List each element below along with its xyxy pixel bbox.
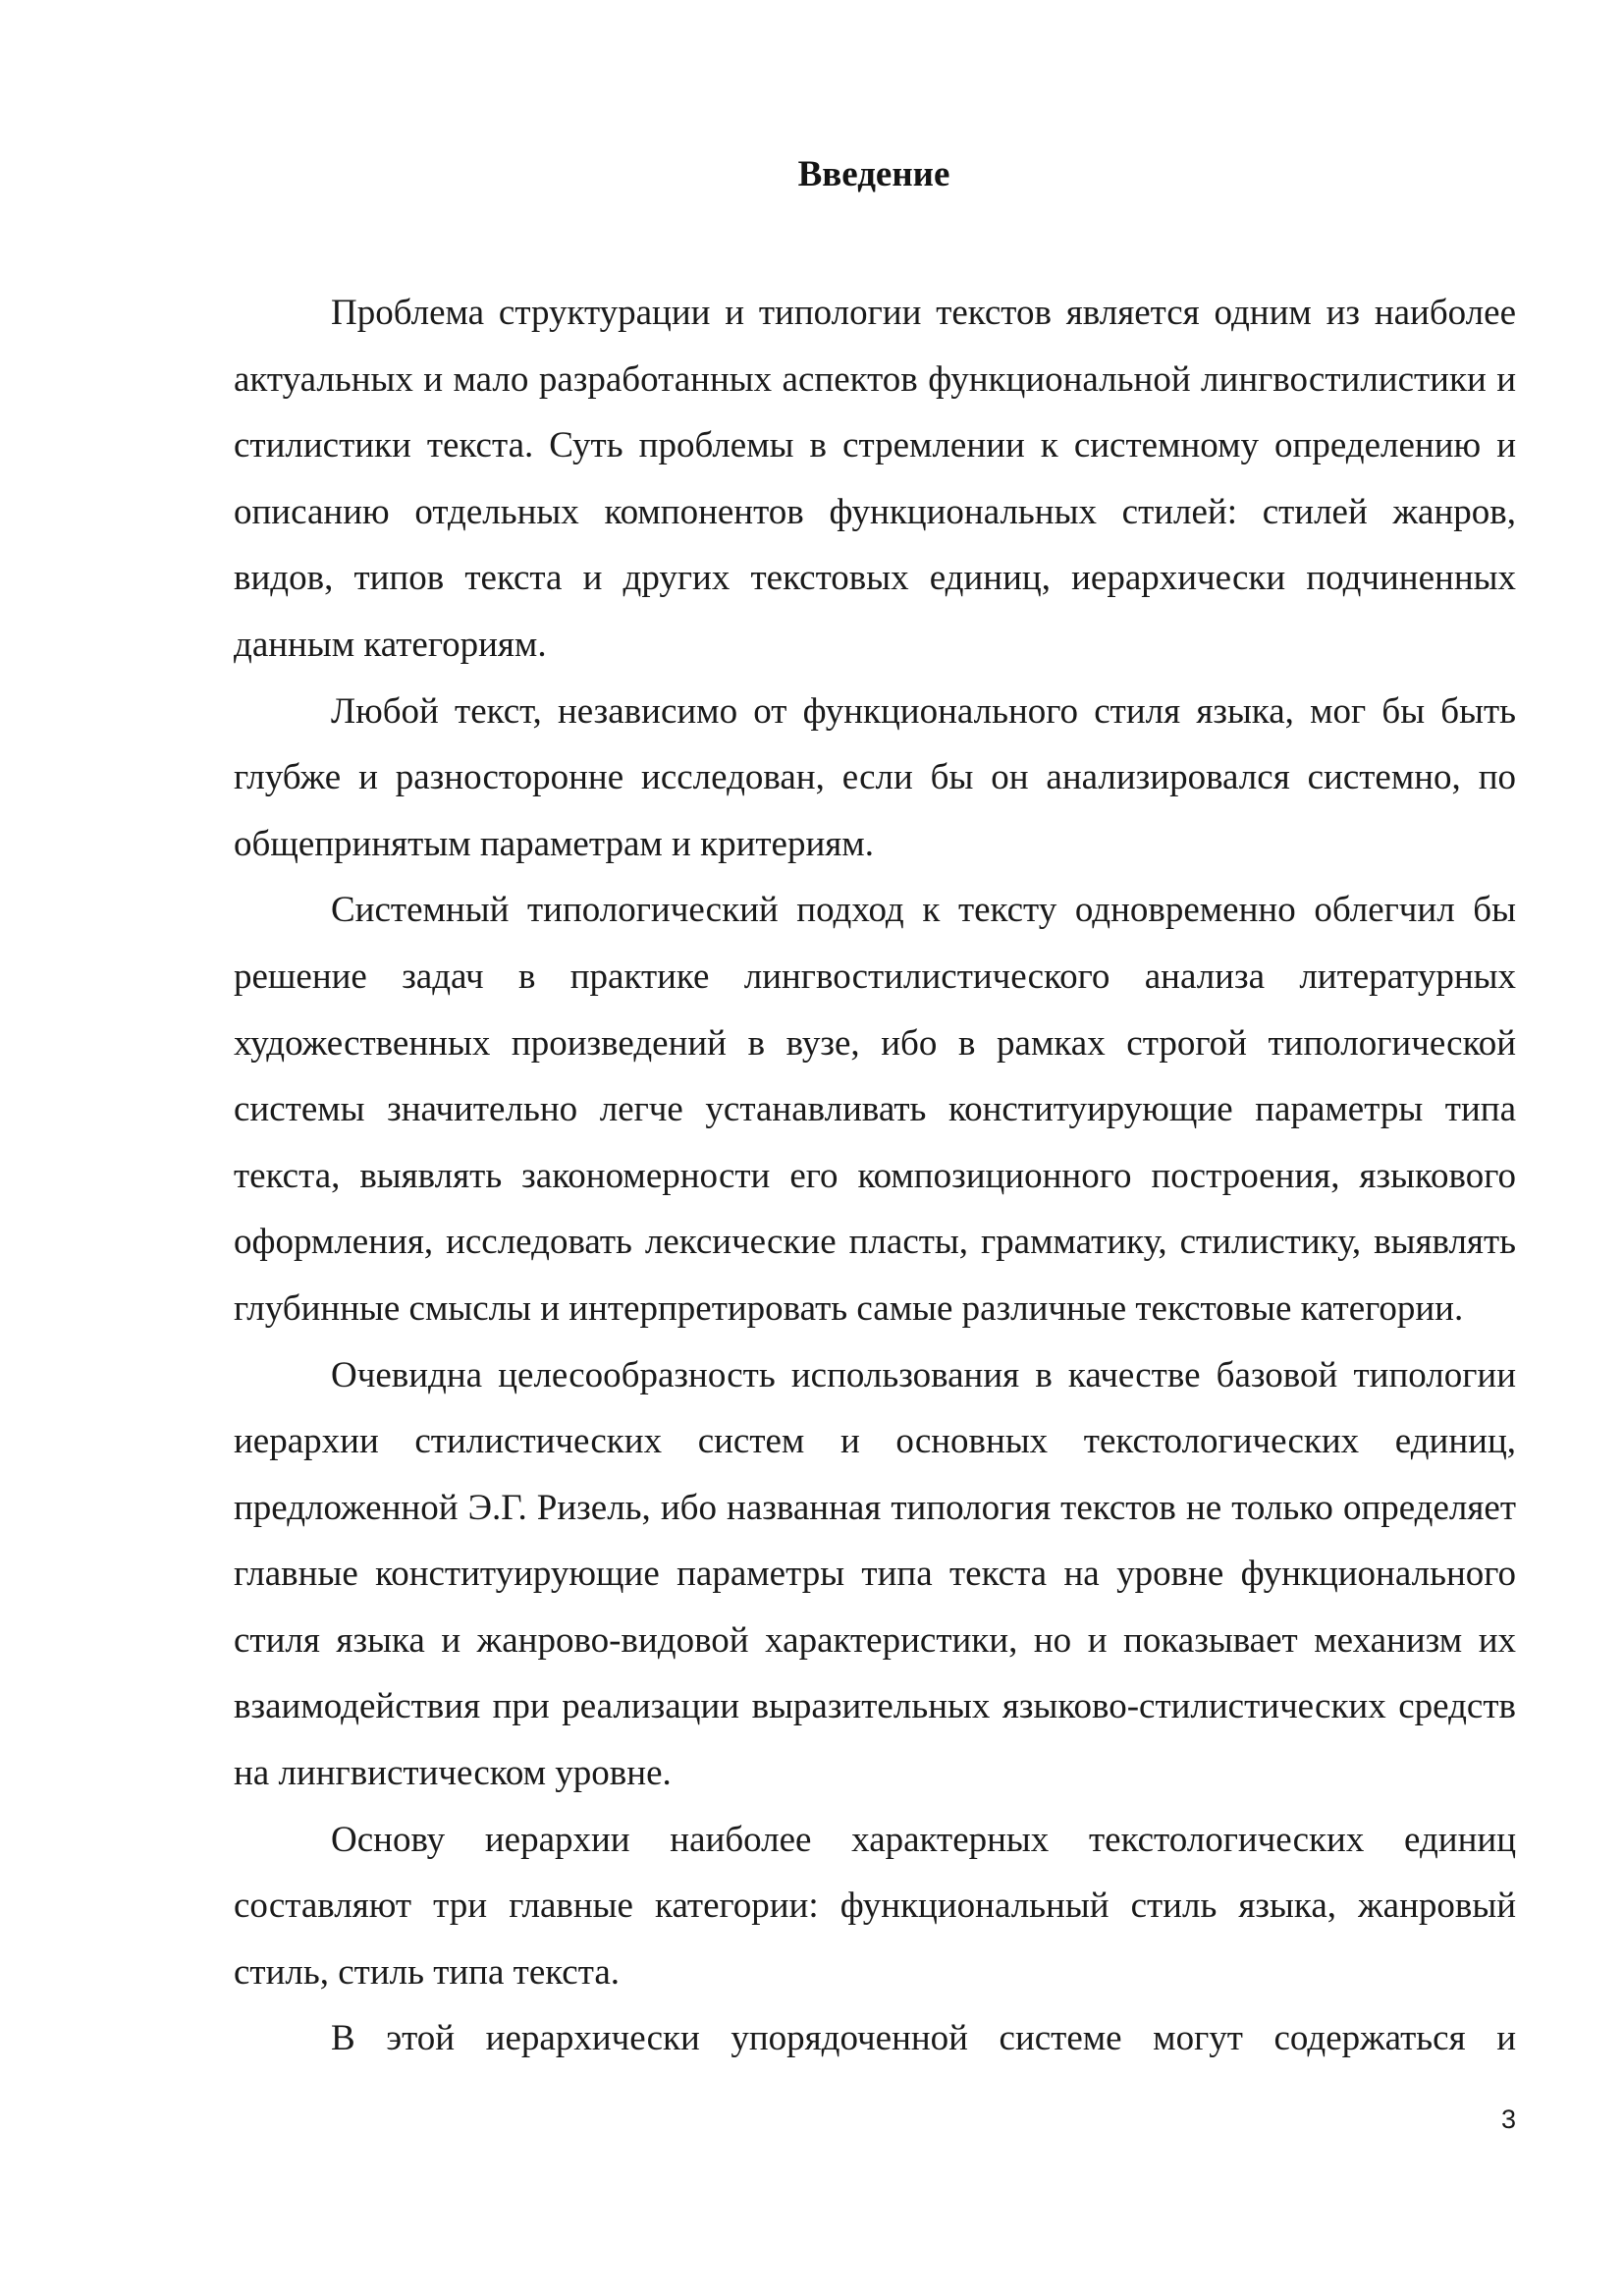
paragraph: Основу иерархии наиболее характерных текстологических единиц составляют три главные категории: функциональный стиль языка, жанровый стиль, стиль типа текста. [234,1819,1516,1993]
page-number: 3 [1500,2105,1516,2134]
paragraph: Системный типологический подход к тексту одновременно облегчил бы решение задач в практике лингвостилистического анализа литературных художественных произведений в вузе, ибо в рамках строгой типологической системы значительно легче устанавливать конституирующие параметры типа текста, выявлять закономерности его композиционного построения, языкового оформления, исследовать лексические пласты, грамматику, стилистику, выявлять глубинные смыслы и интерпретировать самые различные текстовые категории. [234,890,1516,1329]
document-body [234,280,1516,2072]
paragraph: Любой текст, независимо от функционального стиля языка, мог бы быть глубже и разносторонне исследован, если бы он анализировался системно, по общепринятым параметрам и критериям. [234,690,1516,864]
page-title: Введение [797,154,950,194]
paragraph: Проблема структурации и типологии текстов является одним из наиболее актуальных и мало разработанных аспектов функциональной лингвостилистики и стилистики текста. Суть проблемы в стремлении к системному определению и описанию отдельных компонентов функциональных стилей: стилей жанров, видов, типов текста и других текстовых единиц, иерархически подчиненных данным категориям. [234,293,1516,665]
paragraph-continued: В этой иерархически упорядоченной системе могут содержаться и [331,2018,1516,2059]
paragraph: Очевидна целесообразность использования в качестве базовой типологии иерархии стилистических систем и основных текстологических единиц, предложенной Э.Г. Ризель, ибо названная типология текстов не только определяет главные конституирующие параметры типа текста на уровне функционального стиля языка и жанрово-видовой характеристики, но и показывает механизм их взаимодействия при реализации выразительных языково-стилистических средств на лингвистическом уровне. [234,1354,1516,1794]
